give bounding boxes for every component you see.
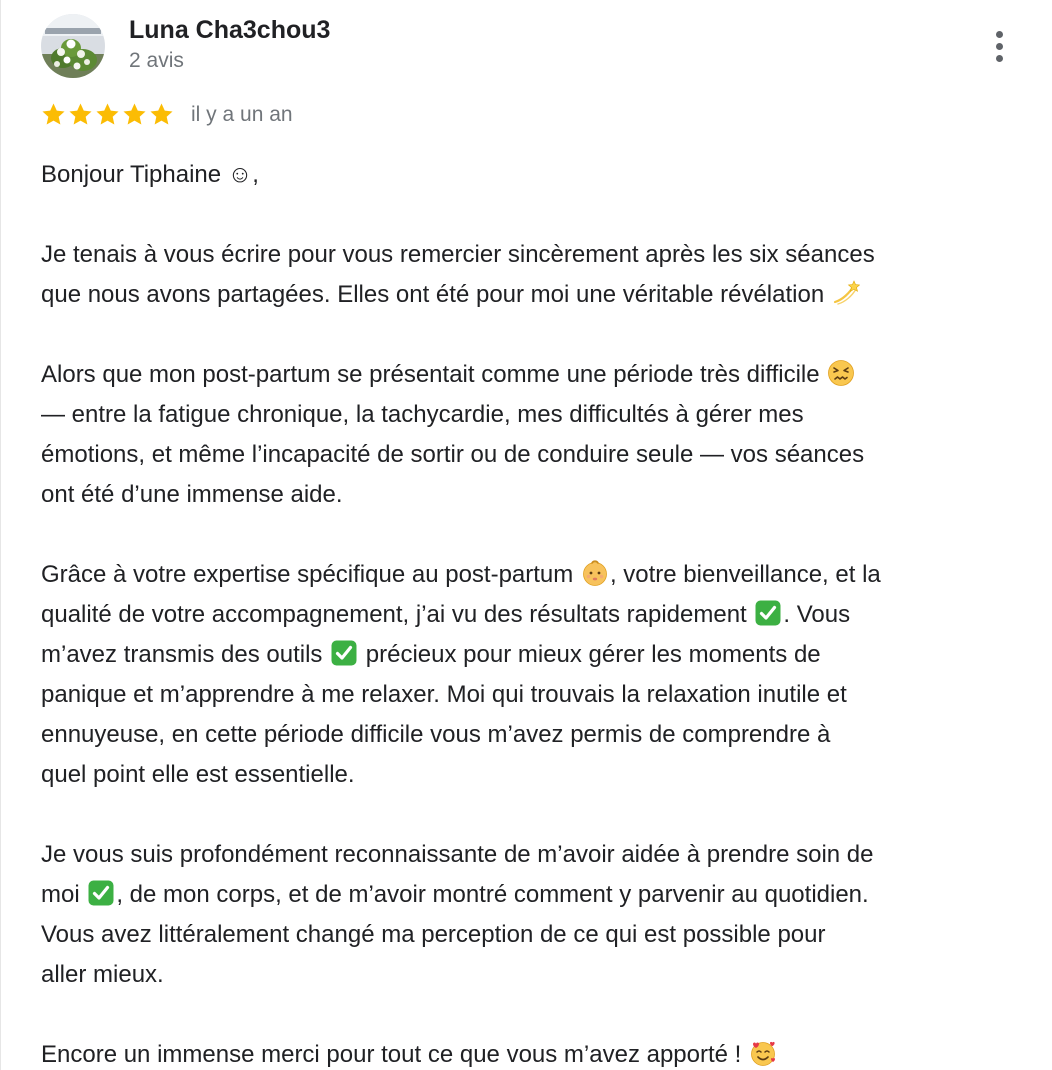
baby-emoji [581, 559, 609, 587]
star-icon [40, 101, 67, 128]
smiling-face-with-hearts-emoji [749, 1039, 777, 1067]
review-paragraph-3: Grâce à votre expertise spécifique au post-partum , votre bienveillance, et la qualité de votre accompagnement, j’ai vu des résultats rapidement . Vous m’avez transmis des outils précieux pour mieux gérer les moments de panique et m’apprendre à me relaxer. Moi qui trouvais la relaxation inutile et ennuyeuse, en cette période difficile vous m’avez permis de comprendre à quel point elle est essentielle. [41, 561, 881, 788]
check-mark-emoji [754, 599, 782, 627]
rating-row [40, 101, 293, 128]
reviewer-review-count: 2 avis [129, 48, 184, 72]
star-icon [94, 101, 121, 128]
star-icon [148, 101, 175, 128]
check-mark-emoji [87, 879, 115, 907]
dizzy-emoji [832, 279, 860, 307]
star-icon [67, 101, 94, 128]
reviewer-info [129, 15, 331, 75]
star-icon [121, 101, 148, 128]
star-rating [40, 101, 175, 128]
review-text [41, 155, 1041, 1070]
review-paragraph-5: Encore un immense merci pour tout ce que vous m’avez apporté ! [41, 1035, 1041, 1070]
avatar[interactable] [41, 14, 105, 78]
check-mark-emoji [330, 639, 358, 667]
persevering-face-emoji [827, 359, 855, 387]
review-paragraph-1: Je tenais à vous écrire pour vous remercier sincèrement après les six séances que nous avons partagées. Elles ont été pour moi une véritable révélation [41, 241, 875, 308]
review-paragraph-2: Alors que mon post-partum se présentait comme une période très difficile — entre la fatigue chronique, la tachycardie, mes difficultés à gérer mes émotions, et même l’incapacité de sortir ou de conduire seule — vos séances ont été d’une immense aide. [41, 361, 865, 508]
more-vert-icon[interactable] [983, 26, 1015, 66]
review-paragraph-4: Je vous suis profondément reconnaissante de m’avoir aidée à prendre soin de moi , de mon corps, et de m’avoir montré comment y parvenir au quotidien. Vous avez littéralement changé ma perception de ce qui est possible pour aller mieux. [41, 841, 874, 988]
reviewer-name[interactable]: Luna Cha3chou3 [129, 15, 331, 44]
review-greeting: Bonjour Tiphaine ☺, [41, 161, 259, 188]
review-header [41, 14, 330, 78]
review-time: il y a un an [191, 102, 293, 126]
